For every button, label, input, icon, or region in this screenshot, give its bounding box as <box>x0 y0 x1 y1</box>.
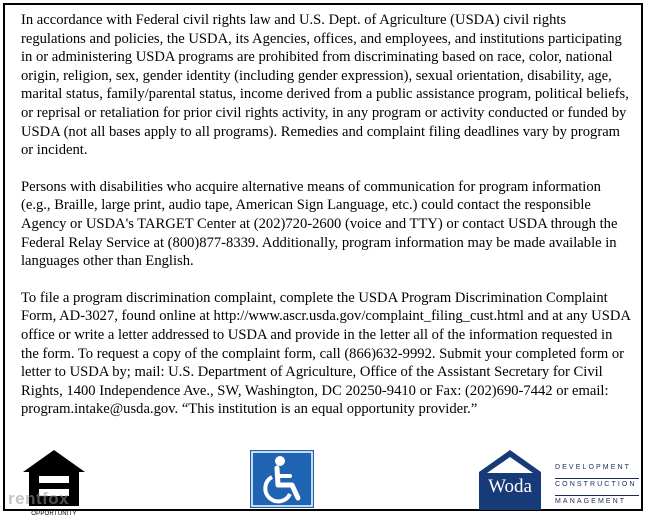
watermark: rentfox <box>8 489 70 508</box>
dcm-line-development: DEVELOPMENT <box>555 464 631 471</box>
dcm-divider <box>555 478 639 479</box>
dcm-line-management: MANAGEMENT <box>555 498 627 505</box>
equal-housing-label: OPPORTUNITY <box>31 511 77 517</box>
woda-logo <box>477 448 543 510</box>
logo-row <box>5 442 645 517</box>
dcm-logo <box>555 464 639 512</box>
civil-rights-paragraph: In accordance with Federal civil rights law and U.S. Dept. of Agriculture (USDA) civil rights regulations and policies, the USDA, its Agencies, offices, and employees, and institutions participating in or administering USDA programs are prohibited from discriminating based on race, color, national origin, religion, sex, gender identity (including gender expression), sexual orientation, disability, age, marital status, family/parental status, income derived from a public assistance program, political beliefs, or reprisal or retaliation for prior civil rights activity, in any program or activity conducted or funded by USDA (not all bases apply to all programs). Remedies and complaint filing deadlines vary by program or incident. <box>21 12 629 159</box>
notice-frame <box>3 3 643 517</box>
nondiscrimination-statement <box>21 11 633 437</box>
dcm-divider <box>555 495 639 496</box>
wheelchair-icon <box>250 450 314 508</box>
accessibility-logo <box>250 450 314 508</box>
dcm-line-construction: CONSTRUCTION <box>555 481 637 488</box>
disabilities-paragraph: Persons with disabilities who acquire alternative means of communication for program information (e.g., Braille, large print, audio tape, American Sign Language, etc.) could contact the responsible Agency or USDA's TARGET Center at (202)720-2600 (voice and TTY) or contact USDA through the Federal Relay Service at (800)877-8339. Additionally, program information may be made available in languages other than English. <box>21 178 618 270</box>
woda-label: Woda <box>488 476 532 497</box>
complaint-paragraph: To file a program discrimination complaint, complete the USDA Program Discrimination Complaint Form, AD-3027, found online at http://www.ascr.usda.gov/complaint_filing_cust.html and at any USDA office or write a letter addressed to USDA and provide in the letter all of the information requested in the form. To request a copy of the complaint form, call (866)632-9992. Submit your completed form or letter to USDA by; mail: U.S. Department of Agriculture, Office of the Assistant Secretary for Civil Rights, 1400 Independence Ave., SW, Washington, DC 20250-9410 or Fax: (202)690-7442 or email: program.intake@usda.gov. “This institution is an equal opportunity provider.” <box>21 289 631 418</box>
